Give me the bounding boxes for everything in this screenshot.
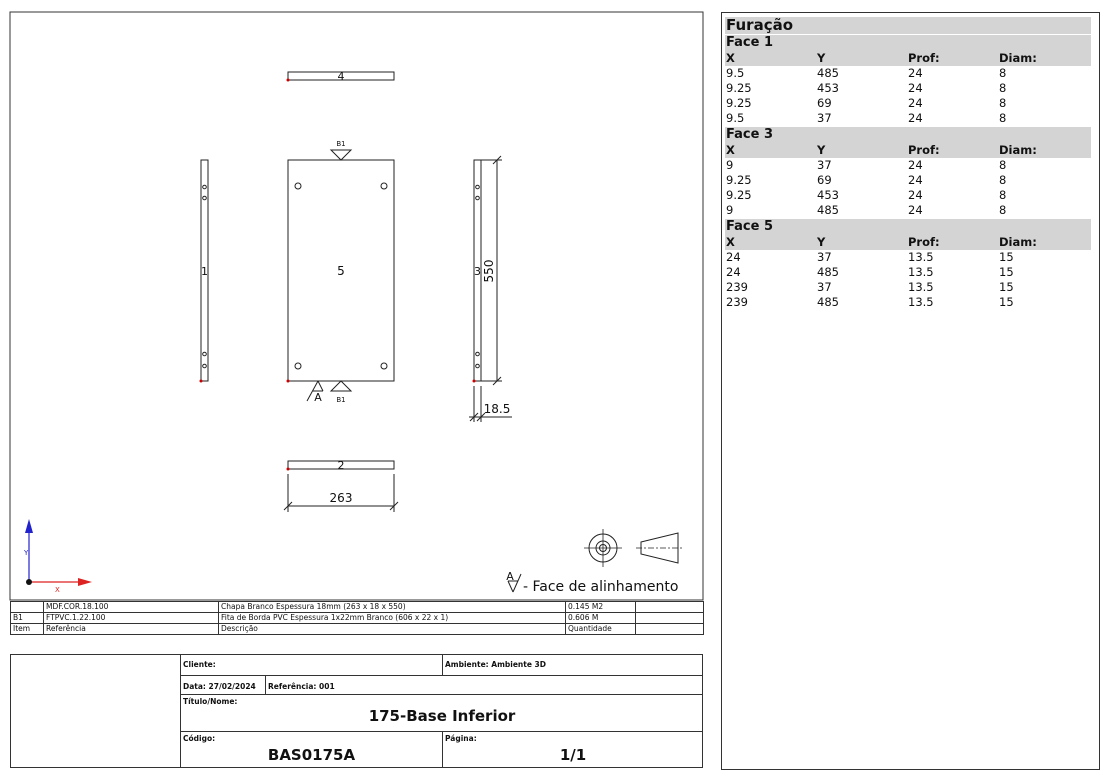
table-row: [725, 66, 1091, 81]
title-block: [10, 654, 703, 768]
table-row: [11, 613, 704, 624]
cell: 9.25: [726, 81, 752, 95]
col-y: Y: [817, 51, 826, 65]
cell: 15: [999, 265, 1014, 279]
col-prof: Prof:: [908, 143, 940, 157]
front-view-label: 5: [337, 264, 345, 278]
x-axis-arrow-icon: [78, 578, 92, 586]
origin-mark: [287, 79, 290, 82]
bom-qty: 0.145 M2: [566, 602, 636, 613]
cell: 239: [726, 295, 748, 309]
cell: 8: [999, 111, 1007, 125]
cell: 8: [999, 158, 1007, 172]
cell: 24: [726, 265, 741, 279]
projection-symbol: [584, 529, 684, 567]
title-label: Título/Nome:: [183, 697, 238, 706]
cell: 37: [817, 158, 832, 172]
cell: 9.5: [726, 66, 745, 80]
cell: 24: [908, 81, 923, 95]
ambiente-cell: [442, 654, 703, 675]
cell: 9: [726, 158, 734, 172]
table-row: [725, 188, 1091, 203]
origin-mark: [473, 380, 476, 383]
edge-band-marker-bottom: [331, 381, 351, 391]
front-view: [287, 140, 395, 404]
cell: 24: [726, 250, 741, 264]
legend-symbol: A: [506, 570, 514, 583]
bom-ref: FTPVC.1.22.100: [44, 613, 219, 624]
drill-hole: [381, 363, 387, 369]
page-cell: [442, 731, 703, 768]
cell: 485: [817, 295, 839, 309]
axis-origin: [26, 579, 32, 585]
face-title: Face 5: [725, 219, 1091, 235]
reference-cell: [265, 675, 703, 694]
top-view: [287, 70, 395, 83]
table-row: [725, 173, 1091, 188]
coordinate-axes: [23, 519, 92, 594]
table-row: [11, 602, 704, 613]
bom-extra: [636, 624, 704, 635]
cell: 9.25: [726, 188, 752, 202]
cell: 8: [999, 66, 1007, 80]
drill-hole: [381, 183, 387, 189]
cell: 15: [999, 250, 1014, 264]
cell: 69: [817, 173, 832, 187]
bom-extra: [636, 613, 704, 624]
bottom-view-label: 2: [337, 459, 345, 472]
cell: 13.5: [908, 250, 934, 264]
title-value: 175-Base Inferior: [368, 707, 516, 725]
col-prof: Prof:: [908, 51, 940, 65]
page-label: Página:: [445, 734, 477, 743]
table-row: [725, 111, 1091, 126]
bottom-view: [284, 459, 398, 512]
table-row: [725, 81, 1091, 96]
cell: 485: [817, 265, 839, 279]
origin-mark: [287, 468, 290, 471]
col-prof: Prof:: [908, 235, 940, 249]
bom-desc: Fita de Borda PVC Espessura 1x22mm Branco (606 x 22 x 1): [219, 613, 566, 624]
col-diam: Diam:: [999, 235, 1037, 249]
bom-desc: Chapa Branco Espessura 18mm (263 x 18 x 550): [219, 602, 566, 613]
right-view-label: 3: [474, 265, 481, 278]
cell: 69: [817, 96, 832, 110]
cell: 24: [908, 66, 923, 80]
origin-mark: [287, 380, 290, 383]
left-view-label: 1: [201, 265, 208, 278]
cell: 24: [908, 111, 923, 125]
cell: 9.25: [726, 96, 752, 110]
cell: 9.5: [726, 111, 745, 125]
date-label: Data: 27/02/2024: [183, 682, 256, 691]
drill-hole: [295, 183, 301, 189]
left-view: [200, 160, 209, 383]
dimension-width: 263: [329, 491, 353, 505]
face-header-row: [725, 235, 1091, 250]
cell: 37: [817, 111, 832, 125]
bom-item: [11, 602, 44, 613]
cell: 9: [726, 203, 734, 217]
cell: 24: [908, 158, 923, 172]
bom-qty: 0.606 M: [566, 613, 636, 624]
code-label: Código:: [183, 734, 216, 743]
cell: 37: [817, 280, 832, 294]
cell: 239: [726, 280, 748, 294]
axis-y-label: Y: [24, 549, 29, 557]
code-value: BAS0175A: [267, 746, 356, 764]
cell: 15: [999, 280, 1014, 294]
bom-ref: MDF.COR.18.100: [44, 602, 219, 613]
code-cell: [180, 731, 442, 768]
edge-band-marker-top: [331, 150, 351, 160]
client-cell: [180, 654, 442, 675]
cell: 13.5: [908, 280, 934, 294]
cell: 8: [999, 188, 1007, 202]
table-row: [725, 96, 1091, 111]
face-title: Face 1: [725, 35, 1091, 51]
client-label: Cliente:: [183, 660, 216, 669]
drill-hole: [295, 363, 301, 369]
cell: 9.25: [726, 173, 752, 187]
col-y: Y: [817, 235, 826, 249]
table-row: [725, 203, 1091, 218]
bom-header-item: Item: [11, 624, 44, 635]
alignment-legend: [506, 570, 678, 595]
y-axis-arrow-icon: [25, 519, 33, 533]
bill-of-materials: [10, 601, 704, 635]
table-row: [725, 265, 1091, 280]
origin-mark: [200, 380, 203, 383]
cell: 453: [817, 81, 839, 95]
cell: 453: [817, 188, 839, 202]
page-value: 1/1: [559, 746, 587, 764]
table-row: [725, 295, 1091, 310]
col-x: X: [726, 143, 735, 157]
cell: 8: [999, 173, 1007, 187]
ambiente-label: Ambiente: Ambiente 3D: [445, 660, 546, 669]
drawing-frame: [10, 12, 703, 600]
face-title: Face 3: [725, 127, 1091, 143]
col-diam: Diam:: [999, 143, 1037, 157]
alignment-label: A: [314, 391, 322, 404]
table-row: [725, 158, 1091, 173]
face-header-row: [725, 51, 1091, 66]
cell: 8: [999, 203, 1007, 217]
cell: 24: [908, 96, 923, 110]
cell: 37: [817, 250, 832, 264]
table-row: [725, 250, 1091, 265]
col-x: X: [726, 235, 735, 249]
cell: 24: [908, 188, 923, 202]
reference-label: Referência: 001: [268, 682, 335, 691]
cell: 13.5: [908, 265, 934, 279]
axis-x-label: X: [55, 586, 60, 594]
face-header-row: [725, 143, 1091, 158]
cell: 13.5: [908, 295, 934, 309]
cell: 15: [999, 295, 1014, 309]
cell: 24: [908, 173, 923, 187]
cell: 24: [908, 203, 923, 217]
cell: 485: [817, 203, 839, 217]
edge-label-top: B1: [336, 140, 346, 148]
date-cell: [180, 675, 265, 694]
bom-item: B1: [11, 613, 44, 624]
table-row: [725, 280, 1091, 295]
col-x: X: [726, 51, 735, 65]
bom-extra: [636, 602, 704, 613]
drilling-panel: [721, 12, 1100, 770]
legend-text: - Face de alinhamento: [523, 579, 679, 595]
cell: 8: [999, 96, 1007, 110]
edge-label-bottom: B1: [336, 396, 346, 404]
bom-header-desc: Descrição: [219, 624, 566, 635]
bom-header-ref: Referência: [44, 624, 219, 635]
col-diam: Diam:: [999, 51, 1037, 65]
right-view: [469, 156, 512, 422]
title-cell: [180, 694, 703, 731]
bom-header-qty: Quantidade: [566, 624, 636, 635]
dimension-thickness: 18.5: [483, 402, 511, 416]
drilling-title: Furação: [725, 17, 1091, 34]
dimension-height: 550: [482, 259, 496, 283]
col-y: Y: [817, 143, 826, 157]
cell: 8: [999, 81, 1007, 95]
table-header-row: [11, 624, 704, 635]
top-view-label: 4: [337, 70, 345, 83]
cell: 485: [817, 66, 839, 80]
